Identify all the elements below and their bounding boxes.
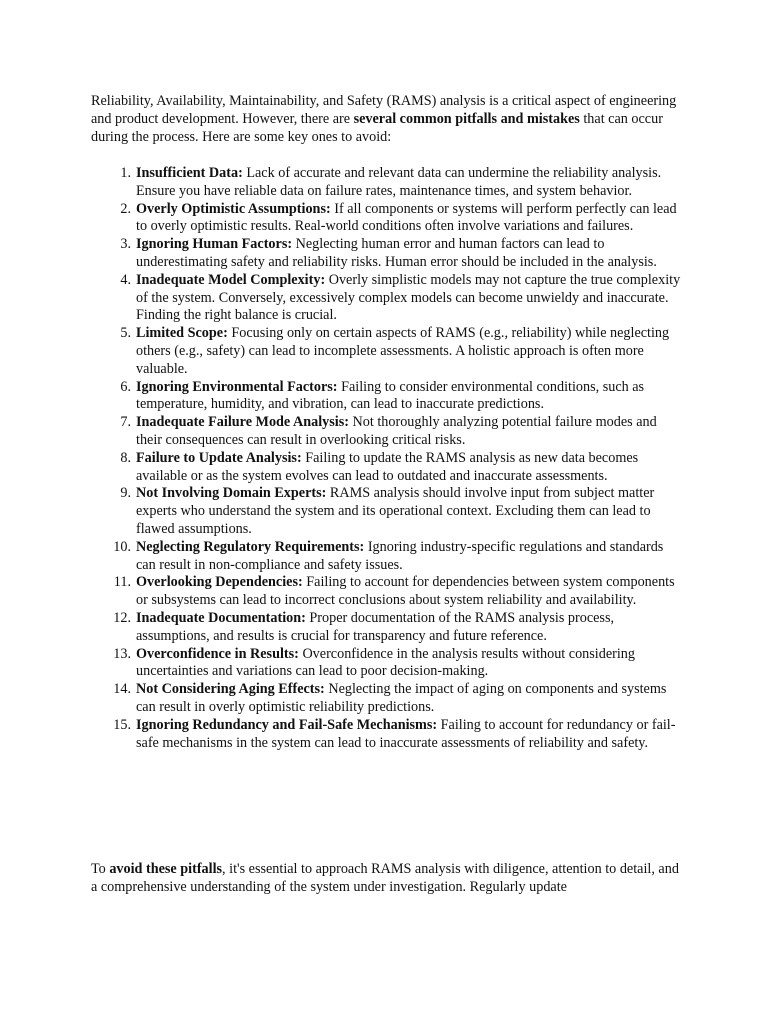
- list-item: [91, 272, 681, 325]
- list-item-title: Ignoring Redundancy and Fail-Safe Mechanisms:: [136, 716, 438, 733]
- list-item-number: 4.: [120, 271, 131, 288]
- list-item: [91, 414, 681, 450]
- list-item-number: 7.: [120, 414, 131, 431]
- conclusion-text-end: , it's essential to approach RAMS analysis with diligence, attention to detail, and a comprehensive understanding of the system under investigation. Regularly update: [91, 861, 679, 895]
- list-item: [91, 379, 681, 415]
- list-item-text: Overconfidence in the analysis results without considering uncertainties and variations can lead to poor decision-making.: [136, 645, 635, 680]
- list-item-text: Neglecting the impact of aging on components and systems can result in overly optimistic reliability predictions.: [136, 681, 667, 715]
- list-item-text: Neglecting human error and human factors can lead to underestimating safety and reliability risks. Human error should be included in the analysis.: [136, 236, 657, 270]
- list-item-text: If all components or systems will perform perfectly can lead to overly optimistic results. Real-world conditions often involve variations and failures.: [136, 200, 677, 235]
- list-item-number: 5.: [120, 325, 131, 342]
- list-item-title: Not Involving Domain Experts:: [136, 485, 327, 502]
- list-item-text: Failing to update the RAMS analysis as new data becomes available or as the system evolves can lead to outdated and inaccurate assessments.: [136, 449, 639, 484]
- list-item-number: 15.: [113, 716, 131, 733]
- list-item-title: Not Considering Aging Effects:: [136, 681, 325, 698]
- list-item-title: Insufficient Data:: [136, 165, 243, 181]
- list-item-number: 1.: [120, 165, 131, 181]
- list-item-title: Overlooking Dependencies:: [136, 574, 303, 591]
- list-item-title: Inadequate Documentation:: [136, 609, 306, 626]
- conclusion-emphasis: avoid these pitfalls: [109, 861, 223, 877]
- list-item-number: 2.: [120, 200, 131, 217]
- list-item: [91, 485, 681, 538]
- list-item: [91, 325, 681, 378]
- list-item-number: 14.: [113, 681, 131, 698]
- intro-text-start: Reliability, Availability, Maintainability, and Safety (RAMS) analysis is a critical aspect of engineering and product development. However, there are: [91, 93, 677, 127]
- list-item-text: Not thoroughly analyzing potential failure modes and their consequences can result in overlooking critical risks.: [136, 414, 657, 448]
- list-item-title: Overconfidence in Results:: [136, 645, 299, 662]
- list-item-number: 9.: [120, 485, 131, 502]
- list-item-text: Overly simplistic models may not capture the true complexity of the system. Conversely, excessively complex models can become unwieldy and inaccurate. Finding the right balance is crucial.: [136, 271, 681, 324]
- list-item-number: 13.: [113, 645, 131, 662]
- list-item-title: Ignoring Environmental Factors:: [136, 378, 338, 395]
- list-item: [91, 539, 681, 575]
- list-item-title: Limited Scope:: [136, 325, 228, 342]
- list-item: [91, 610, 681, 646]
- conclusion-text-start: To: [91, 861, 110, 877]
- list-item-number: 10.: [113, 538, 131, 555]
- list-item: [91, 717, 681, 753]
- list-item-title: Failure to Update Analysis:: [136, 449, 302, 466]
- list-item-text: Focusing only on certain aspects of RAMS (e.g., reliability) while neglecting others (e.g., safety) can lead to incomplete assessments. A holistic approach is often more valuable.: [136, 325, 670, 377]
- list-item-text: Lack of accurate and relevant data can undermine the reliability analysis. Ensure you have reliable data on failure rates, maintenance times, and system behavior.: [136, 165, 662, 199]
- list-item-text: Failing to consider environmental conditions, such as temperature, humidity, and vibration, can lead to inaccurate predictions.: [136, 378, 645, 413]
- list-item-text: Ignoring industry-specific regulations and standards can result in non-compliance and safety issues.: [136, 538, 664, 573]
- list-item: [91, 236, 681, 272]
- list-item: [91, 574, 681, 610]
- list-item: [91, 646, 681, 682]
- intro-text-end: that can occur during the process. Here are some key ones to avoid:: [91, 110, 663, 145]
- list-item-number: 11.: [113, 574, 131, 591]
- intro-emphasis: several common pitfalls and mistakes: [353, 110, 580, 127]
- list-item: [91, 201, 681, 237]
- list-item-title: Ignoring Human Factors:: [136, 236, 293, 253]
- list-item-text: RAMS analysis should involve input from subject matter experts who understand the system and its operational context. Excluding them can lead to flawed assumptions.: [136, 485, 655, 537]
- list-item: [91, 450, 681, 486]
- conclusion-paragraph: [91, 861, 681, 897]
- list-item-title: Inadequate Failure Mode Analysis:: [136, 414, 349, 431]
- list-item-title: Overly Optimistic Assumptions:: [136, 200, 331, 217]
- list-item-text: Failing to account for redundancy or fail-safe mechanisms in the system can lead to inaccurate assessments of reliability and safety.: [136, 716, 676, 751]
- list-item: [91, 681, 681, 717]
- list-item-text: Failing to account for dependencies between system components or subsystems can lead to incorrect conclusions about system reliability and availability.: [136, 574, 675, 609]
- list-item-number: 8.: [120, 449, 131, 466]
- pitfall-list: [91, 165, 681, 752]
- list-item-text: Proper documentation of the RAMS analysis process, assumptions, and results is crucial for transparency and future reference.: [136, 609, 615, 644]
- list-item-title: Inadequate Model Complexity:: [136, 271, 326, 288]
- intro-paragraph: [91, 93, 681, 146]
- list-item-number: 12.: [113, 609, 131, 626]
- list-item: [91, 165, 681, 201]
- list-item-number: 6.: [120, 378, 131, 395]
- list-item-number: 3.: [120, 236, 131, 253]
- list-item-title: Neglecting Regulatory Requirements:: [136, 538, 365, 555]
